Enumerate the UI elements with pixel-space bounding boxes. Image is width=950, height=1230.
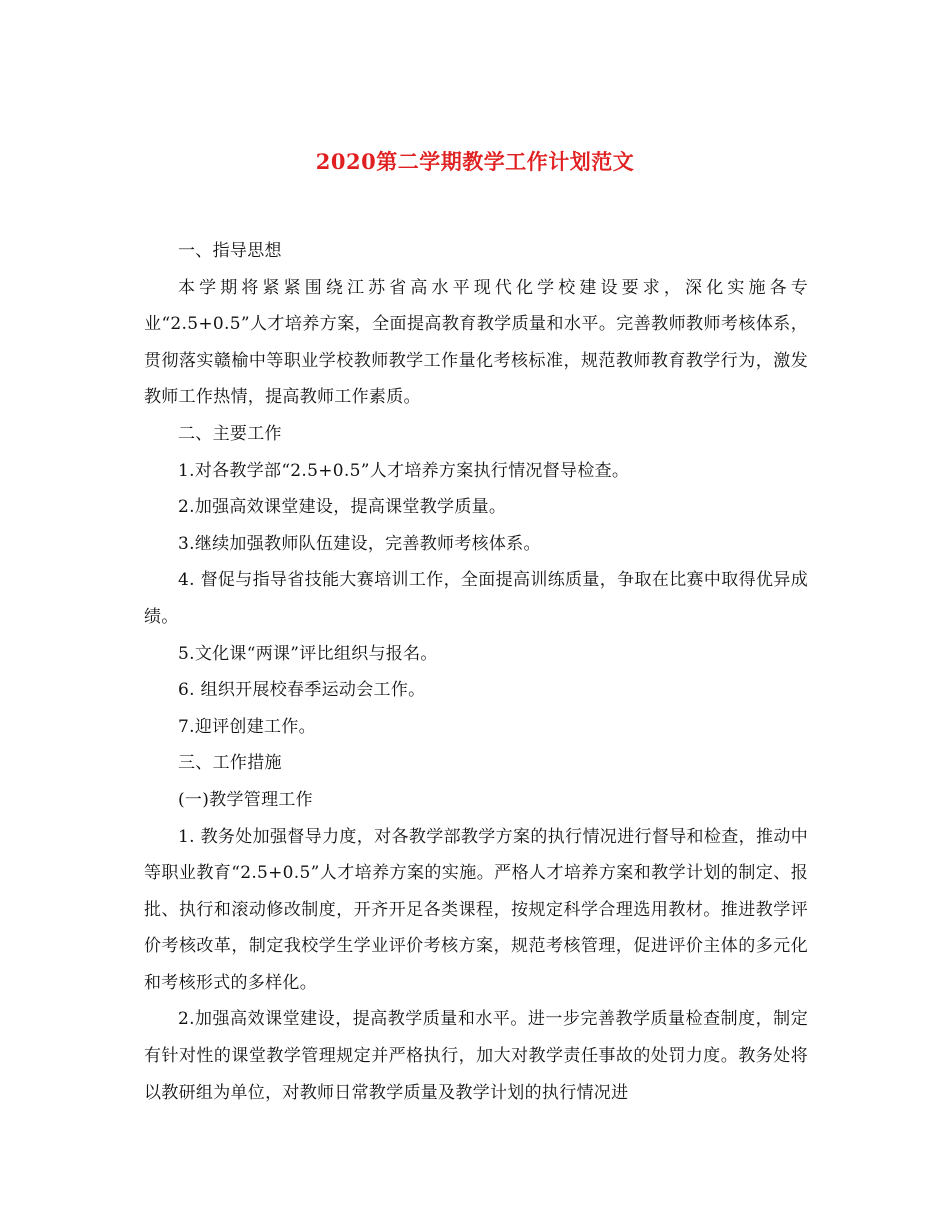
section-heading: 二、主要工作 [178, 423, 282, 444]
section-heading: 一、指导思想 [178, 241, 282, 261]
subsection-heading: (一)教学管理工作 [178, 789, 313, 810]
document-body [144, 233, 808, 1111]
list-item: 4. 督促与指导省技能大赛培训工作，全面提高训练质量，争取在比赛中取得优异成绩。 [144, 570, 808, 627]
paragraph: 2.加强高效课堂建设，提高教学质量和水平。进一步完善教学质量检查制度，制定有针对性的课堂教学管理规定并严格执行，加大对教学责任事故的处罚力度。教务处将以教研组为单位，对教师日常教学质量及教学计划的执行情况进 [144, 1009, 808, 1103]
paragraph: 1. 教务处加强督导力度，对各教学部教学方案的执行情况进行督导和检查，推动中等职业教育“2.5+0.5”人才培养方案的实施。严格人才培养方案和教学计划的制定、报批、执行和滚动修改制度，开齐开足各类课程，按规定科学合理选用教材。推进教学评价考核改革，制定我校学生学业评价考核方案，规范考核管理，促进评价主体的多元化和考核形式的多样化。 [144, 826, 808, 993]
list-item: 3.继续加强教师队伍建设，完善教师考核体系。 [178, 533, 541, 554]
list-item: 6. 组织开展校春季运动会工作。 [178, 680, 426, 701]
list-item: 2.加强高效课堂建设，提高课堂教学质量。 [178, 497, 507, 518]
section-heading: 三、工作措施 [178, 753, 282, 774]
list-item: 1.对各教学部“2.5+0.5”人才培养方案执行情况督导检查。 [178, 460, 630, 481]
document-title: 2020第二学期教学工作计划范文 [315, 149, 635, 174]
list-item: 7.迎评创建工作。 [178, 716, 316, 737]
paragraph: 本学期将紧紧围绕江苏省高水平现代化学校建设要求，深化实施各专业“2.5+0.5”人才培养方案，全面提高教育教学质量和水平。完善教师教师考核体系，贯彻落实赣榆中等职业学校教师教学工作量化考核标准，规范教师教育教学行为，激发教师工作热情，提高教师工作素质。 [144, 277, 808, 408]
list-item: 5.文化课“两课”评比组织与报名。 [178, 643, 438, 664]
